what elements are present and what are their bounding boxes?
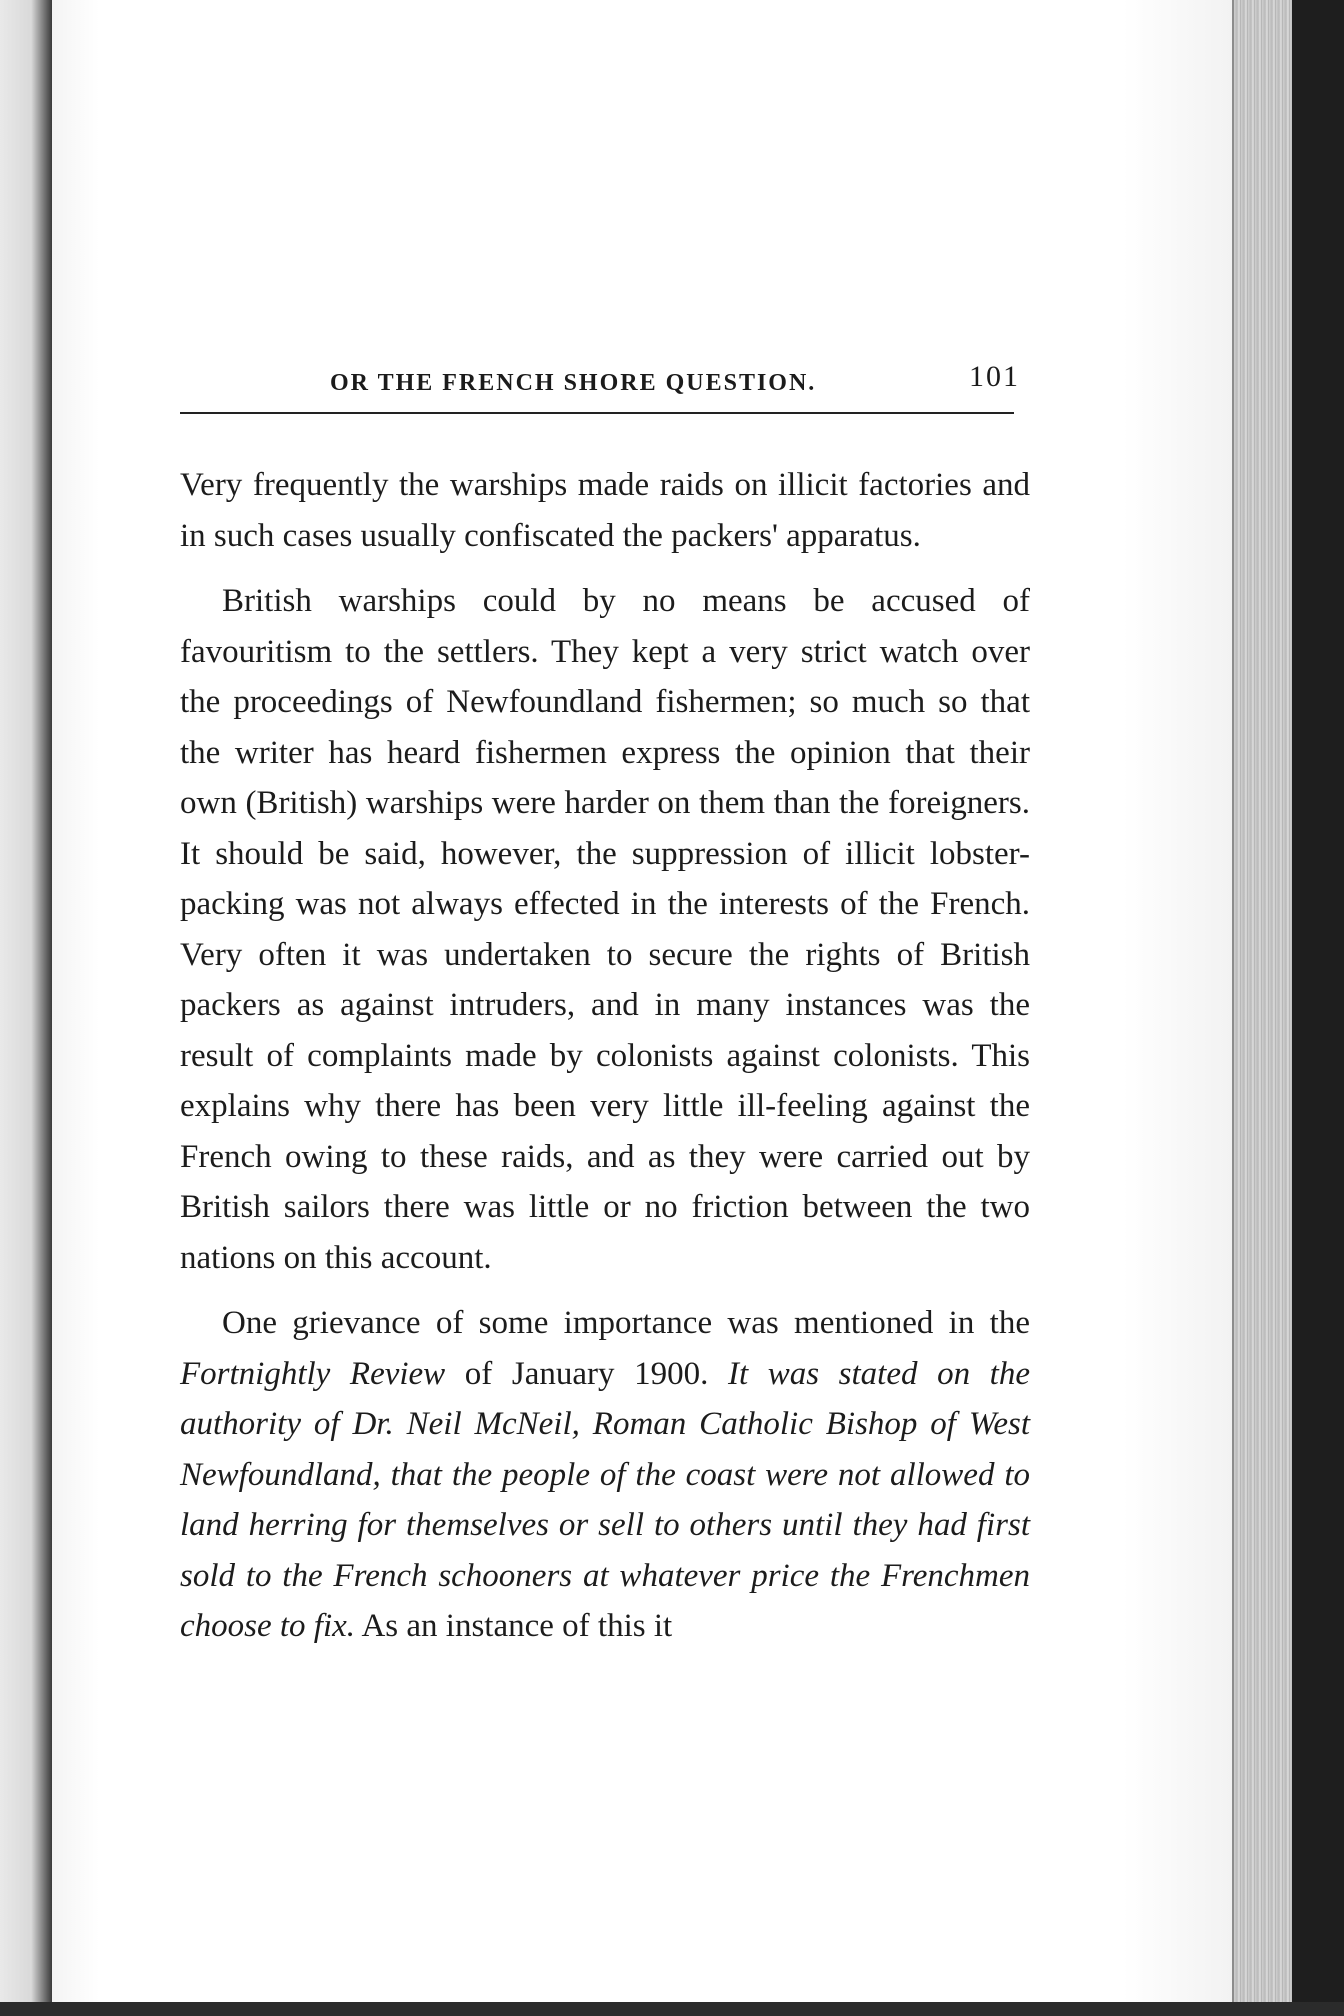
page-number: 101 xyxy=(969,360,1020,393)
paragraph-2: British warships could by no means be accused of favouritism to the settlers. They kept a very strict watch over the proceedings of Newfoundland fishermen; so much so that the writer has heard fishermen express the opinion that their own (British) warships were harder on them than the foreigners. It should be said, however, the suppression of illicit lobster-packing was not always effected in the interests of the French. Very often it was undertaken to secure the rights of British packers as against intruders, and in many instances was the result of complaints made by colonists against colonists. This explains why there has been very little ill-feeling against the French owing to these raids, and as they were carried out by British sailors there was little or no friction between the two nations on this account. xyxy=(180,583,1030,1276)
journal-title: Fortnightly Review xyxy=(180,1355,446,1392)
paragraph-3-continuation: As an instance of this it xyxy=(355,1608,673,1644)
scan-bottom-edge xyxy=(0,2002,1344,2016)
paragraph-1: Very frequently the warships made raids on illicit factories and in such cases usually confiscated the packers' apparatus. xyxy=(180,467,1030,554)
paragraph-3-intro: One grievance of some importance was mentioned in the xyxy=(222,1305,1030,1341)
paragraph-3 xyxy=(180,1298,1030,1652)
paragraph-3-date: of January 1900. xyxy=(445,1355,728,1392)
body-text xyxy=(180,460,1030,1667)
running-title: OR THE FRENCH SHORE QUESTION. xyxy=(330,370,817,396)
quoted-statement: It was stated on the authority of Dr. Neil McNeil, Roman Catholic Bishop of West Newfoundland, that the people of the coast were not allowed to land herring for themselves or sell to others until they had first sold to the French schooners at whatever price the Frenchmen choose to fix. xyxy=(180,1355,1030,1644)
page-block-edges xyxy=(1232,0,1294,2016)
scan-background xyxy=(1292,0,1344,2016)
header-rule xyxy=(180,412,1014,414)
running-head xyxy=(180,360,1020,412)
facing-page-edge xyxy=(0,0,52,2016)
